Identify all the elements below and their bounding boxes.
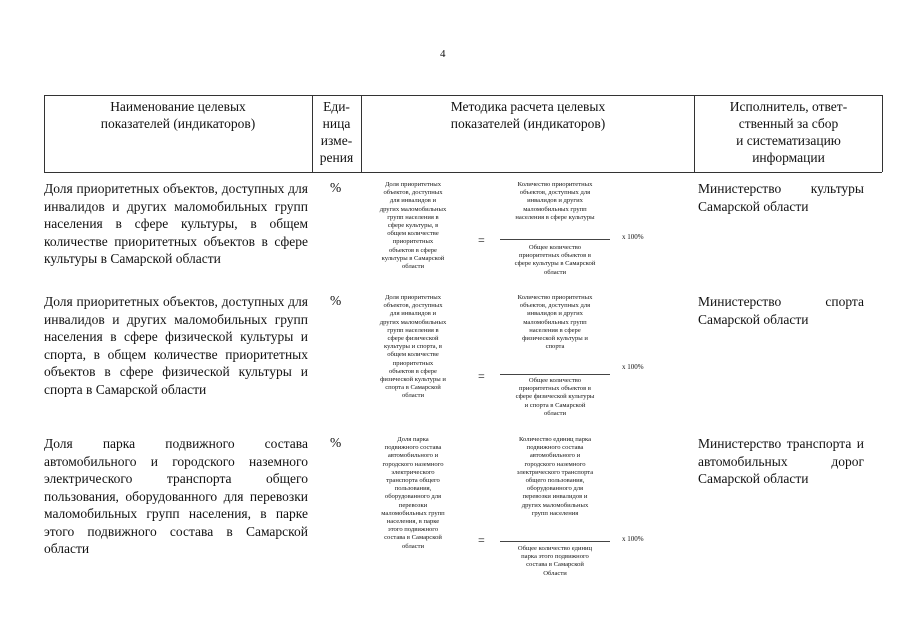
row-3-executor: Министерство транспорта и автомобильных дорог Самарской области	[698, 436, 864, 486]
row-1-multiplier: x 100%	[622, 233, 644, 241]
header-top-border	[44, 95, 882, 96]
row-2-denominator: Общее количество приоритетных объектов в сфере физической культуры и спорта в Самарской области	[515, 377, 595, 417]
row-3-denominator: Общее количество единиц парка этого подвижного состава в Самарской Области	[517, 545, 593, 577]
row-3-numerator: Количество единиц парка подвижного состава автомобильного и городского наземного электрического транспорта общего пользования, оборудованного для перевозки инвалидов и других маломобильных групп населения	[516, 436, 594, 517]
row-3-multiplier: x 100%	[622, 535, 644, 543]
row-1-executor: Министерство культуры Самарской области	[698, 181, 864, 214]
row-1-numerator: Количество приоритетных объектов, доступных для инвалидов и других маломобильных групп населения в сфере культуры	[515, 181, 595, 221]
row-2-executor: Министерство спорта Самарской области	[698, 294, 864, 327]
row-1-denominator: Общее количество приоритетных объектов в сфере культуры в Самарской области	[514, 244, 596, 276]
row-2-numerator: Количество приоритетных объектов, доступных для инвалидов и других маломобильных групп населения в сфере физической культуры и спорта	[517, 294, 593, 351]
row-1-fraction-line	[500, 239, 610, 240]
header-executor: Исполнитель, ответ- ственный за сбор и систематизацию информации	[729, 99, 848, 165]
header-left-border	[44, 95, 45, 172]
row-2-unit: %	[330, 293, 342, 308]
row-3-equals: =	[478, 533, 485, 547]
row-3-formula-left: Доля парка подвижного состава автомобильного и городского наземного электрического транспорта общего пользования, оборудованного для перевозки маломобильных групп населения, в парке этого подвижного состава в Самарской области	[381, 436, 445, 550]
header-bottom-border	[44, 172, 882, 173]
row-1-indicator-name: Доля приоритетных объектов, доступных для инвалидов и других маломобильных групп населения в сфере культуры, в общем количестве приоритетных объектов в сфере культуры в Самарской области	[44, 181, 308, 266]
header-right-border	[882, 95, 883, 172]
row-3-indicator-name: Доля парка подвижного состава автомобильного и городского наземного электрического транспорта общего пользования, оборудованного для перевозки маломобильных групп населения, в парке этого подвижного состава в Самарской области	[44, 436, 308, 556]
header-method: Методика расчета целевых показателей (индикаторов)	[450, 99, 606, 131]
row-1-equals: =	[478, 233, 485, 247]
header-unit: Еди- ница изме- рения	[319, 99, 354, 165]
row-3-fraction-line	[500, 541, 610, 542]
row-2-indicator-name: Доля приоритетных объектов, доступных для инвалидов и других маломобильных групп населения в сфере физической культуры и спорта, в общем количестве приоритетных объектов в сфере физической культуры и спорта в Самарской области	[44, 294, 308, 397]
row-3-unit: %	[330, 435, 342, 450]
row-2-equals: =	[478, 369, 485, 383]
row-2-multiplier: x 100%	[622, 363, 644, 371]
header-indicator-name: Наименование целевых показателей (индикаторов)	[100, 99, 256, 131]
row-1-formula-left: Доля приоритетных объектов, доступных для инвалидов и других маломобильных групп населения в сфере культуры, в общем количестве приоритетных объектов в сфере культуры в Самарской области	[379, 181, 447, 271]
row-1-unit: %	[330, 180, 342, 195]
row-2-fraction-line	[500, 374, 610, 375]
page-number: 4	[440, 48, 446, 60]
row-2-formula-left: Доля приоритетных объектов, доступных для инвалидов и других маломобильных групп населения в сфере физической культуры и спорта, в общем количестве приоритетных объектов в сфере физической культуры и спорта в Самарской области	[379, 294, 447, 400]
